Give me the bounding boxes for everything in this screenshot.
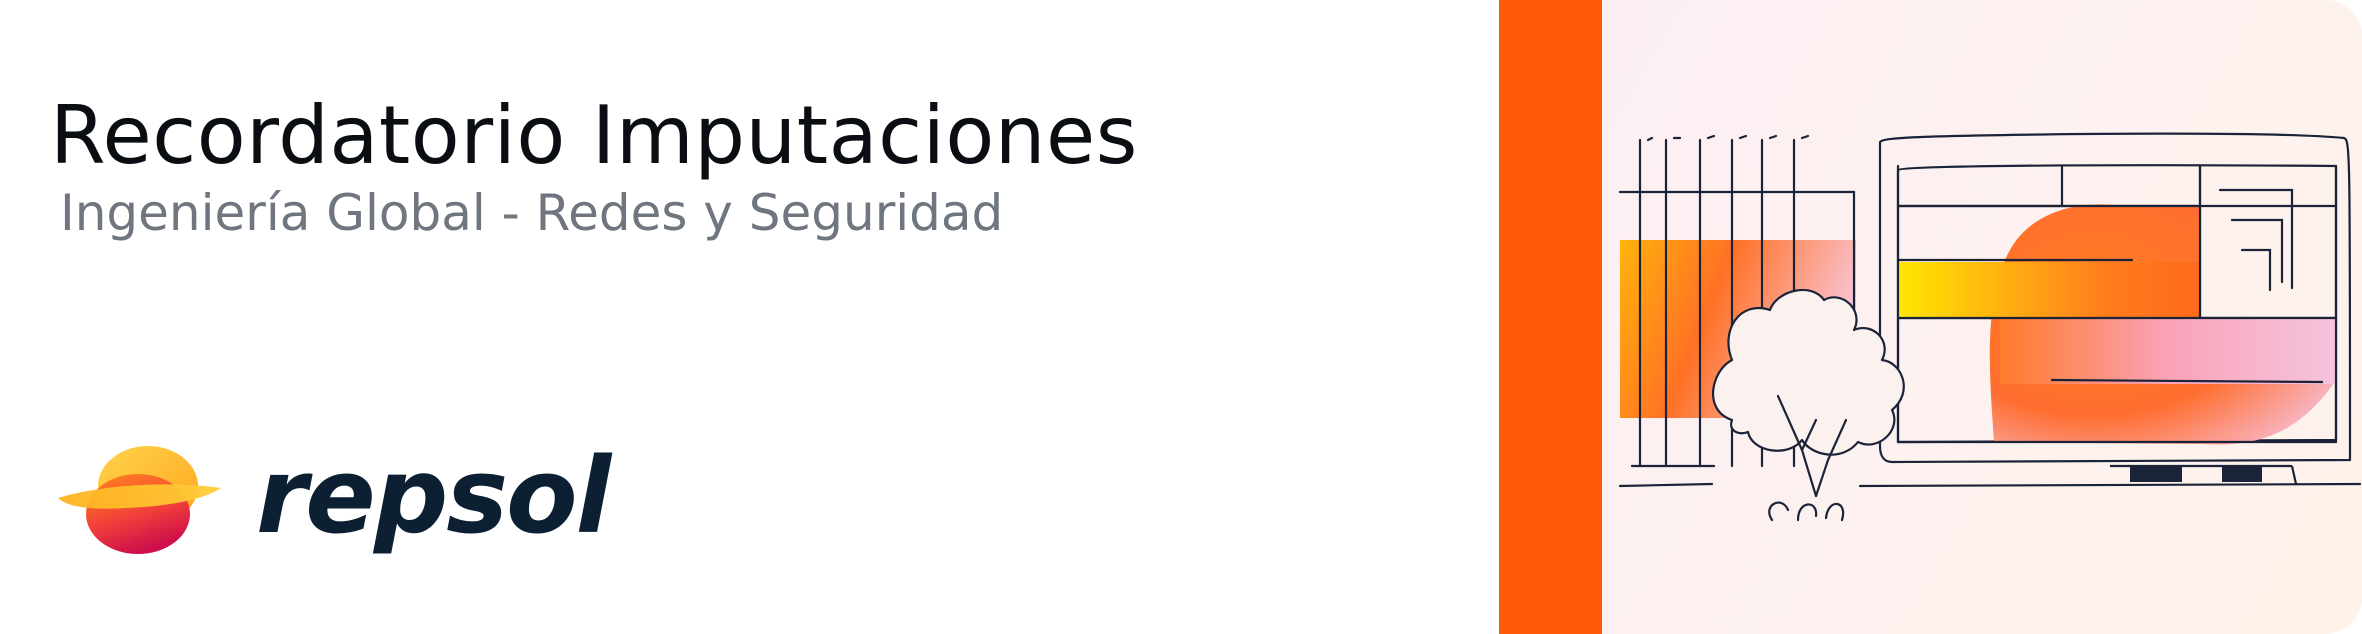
banner-title: Recordatorio Imputaciones: [50, 89, 1138, 182]
repsol-flame-icon: [56, 436, 226, 566]
banner-subtitle: Ingeniería Global - Redes y Seguridad: [60, 184, 1004, 242]
office-window-plant-illustration: [1602, 0, 2362, 634]
repsol-logo: [56, 435, 610, 566]
repsol-wordmark: repsol: [256, 435, 610, 557]
accent-stripe: [1499, 0, 1602, 634]
